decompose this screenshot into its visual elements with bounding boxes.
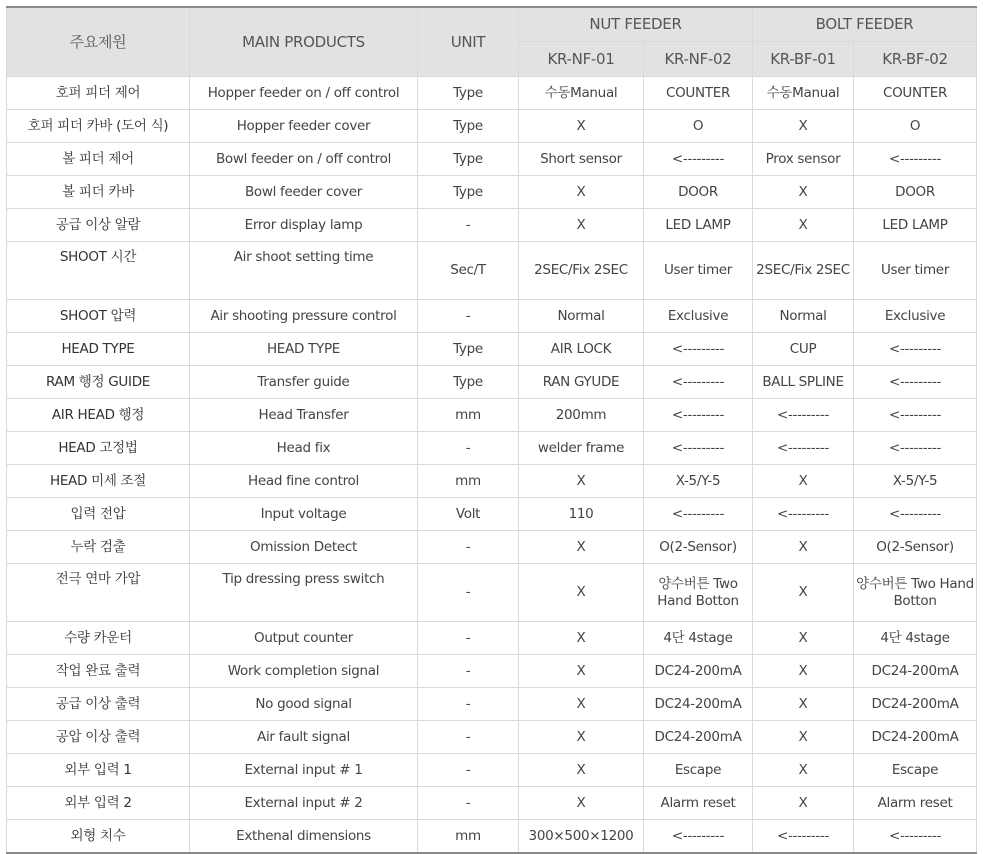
cell-unit: mm (418, 399, 519, 432)
cell-product: Omission Detect (190, 531, 418, 564)
cell-product: Input voltage (190, 498, 418, 531)
cell-unit: Type (418, 333, 519, 366)
cell-spec: 공압 이상 출력 (7, 721, 190, 754)
cell-value: <--------- (644, 498, 753, 531)
cell-value: LED LAMP (644, 209, 753, 242)
cell-spec: 작업 완료 출력 (7, 655, 190, 688)
cell-spec: HEAD TYPE (7, 333, 190, 366)
cell-value: O (854, 110, 977, 143)
cell-spec: 외부 입력 1 (7, 754, 190, 787)
cell-value: <--------- (854, 498, 977, 531)
cell-spec: 수량 카운터 (7, 622, 190, 655)
cell-value: LED LAMP (854, 209, 977, 242)
cell-value: X (753, 110, 854, 143)
cell-value: <--------- (644, 333, 753, 366)
cell-value: DC24-200mA (854, 721, 977, 754)
header-model: KR-NF-02 (644, 42, 753, 77)
cell-value: X (519, 754, 644, 787)
cell-unit: - (418, 754, 519, 787)
table-row (7, 721, 977, 754)
cell-unit: Type (418, 110, 519, 143)
table-row (7, 498, 977, 531)
cell-value: X (519, 622, 644, 655)
cell-unit: - (418, 622, 519, 655)
table-row (7, 209, 977, 242)
cell-unit: mm (418, 465, 519, 498)
cell-value: <--------- (854, 333, 977, 366)
cell-value: 양수버튼 Two Hand Botton (854, 564, 977, 622)
table-row (7, 754, 977, 787)
cell-value: DC24-200mA (644, 721, 753, 754)
cell-value: <--------- (753, 432, 854, 465)
cell-value: <--------- (644, 399, 753, 432)
cell-value: User timer (854, 242, 977, 300)
cell-value: X (753, 209, 854, 242)
table-row (7, 176, 977, 209)
cell-unit: Type (418, 366, 519, 399)
cell-unit: - (418, 721, 519, 754)
cell-value: <--------- (644, 366, 753, 399)
cell-value: welder frame (519, 432, 644, 465)
spec-table (6, 6, 977, 854)
table-row (7, 143, 977, 176)
table-row (7, 333, 977, 366)
cell-spec: 입력 전압 (7, 498, 190, 531)
cell-product: Hopper feeder on / off control (190, 77, 418, 110)
cell-value: X (519, 655, 644, 688)
cell-value: Escape (854, 754, 977, 787)
cell-value: 수동Manual (519, 77, 644, 110)
cell-value: Escape (644, 754, 753, 787)
cell-value: X (519, 209, 644, 242)
table-row (7, 366, 977, 399)
cell-value: 300×500×1200 (519, 820, 644, 854)
cell-value: <--------- (854, 399, 977, 432)
cell-value: DC24-200mA (854, 655, 977, 688)
cell-value: <--------- (753, 498, 854, 531)
table-row (7, 432, 977, 465)
table-row (7, 465, 977, 498)
cell-value: X (519, 110, 644, 143)
cell-value: X (753, 176, 854, 209)
cell-product: Air fault signal (190, 721, 418, 754)
cell-value: X (753, 655, 854, 688)
cell-value: X-5/Y-5 (854, 465, 977, 498)
cell-value: 수동Manual (753, 77, 854, 110)
cell-value: <--------- (854, 366, 977, 399)
cell-value: O (644, 110, 753, 143)
cell-product: No good signal (190, 688, 418, 721)
cell-spec: 볼 피더 카바 (7, 176, 190, 209)
cell-value: Alarm reset (644, 787, 753, 820)
cell-value: Alarm reset (854, 787, 977, 820)
cell-value: 양수버튼 Two Hand Botton (644, 564, 753, 622)
cell-value: X (519, 531, 644, 564)
cell-value: X (519, 787, 644, 820)
cell-value: X (753, 564, 854, 622)
cell-value: CUP (753, 333, 854, 366)
cell-unit: - (418, 655, 519, 688)
table-row (7, 300, 977, 333)
table-row (7, 242, 977, 300)
cell-value: 110 (519, 498, 644, 531)
cell-product: Head fix (190, 432, 418, 465)
table-row (7, 622, 977, 655)
header-row-groups (7, 7, 977, 42)
cell-value: X (519, 564, 644, 622)
cell-product: Head Transfer (190, 399, 418, 432)
cell-value: User timer (644, 242, 753, 300)
cell-spec: 공급 이상 알람 (7, 209, 190, 242)
cell-spec: 호퍼 피더 카바 (도어 식) (7, 110, 190, 143)
cell-spec: 볼 피더 제어 (7, 143, 190, 176)
cell-value: X (753, 622, 854, 655)
table-row (7, 787, 977, 820)
cell-spec: 누락 검출 (7, 531, 190, 564)
cell-spec: 외형 치수 (7, 820, 190, 854)
cell-spec: 외부 입력 2 (7, 787, 190, 820)
cell-value: BALL SPLINE (753, 366, 854, 399)
cell-spec: 공급 이상 출력 (7, 688, 190, 721)
header-unit: UNIT (418, 7, 519, 77)
cell-value: 200mm (519, 399, 644, 432)
cell-value: DOOR (644, 176, 753, 209)
cell-value: COUNTER (644, 77, 753, 110)
cell-value: 2SEC/Fix 2SEC (519, 242, 644, 300)
header-spec: 주요제원 (7, 7, 190, 77)
cell-value: X (753, 754, 854, 787)
cell-value: <--------- (644, 143, 753, 176)
cell-product: Air shooting pressure control (190, 300, 418, 333)
table-header (7, 7, 977, 77)
cell-value: O(2-Sensor) (854, 531, 977, 564)
cell-spec: RAM 행정 GUIDE (7, 366, 190, 399)
cell-spec: AIR HEAD 행정 (7, 399, 190, 432)
cell-unit: Type (418, 176, 519, 209)
cell-product: Transfer guide (190, 366, 418, 399)
cell-value: X (753, 721, 854, 754)
cell-value: Short sensor (519, 143, 644, 176)
cell-product: HEAD TYPE (190, 333, 418, 366)
cell-value: Normal (519, 300, 644, 333)
cell-value: X (753, 787, 854, 820)
cell-product: Bowl feeder on / off control (190, 143, 418, 176)
cell-product: Head fine control (190, 465, 418, 498)
cell-unit: - (418, 564, 519, 622)
header-model: KR-BF-02 (854, 42, 977, 77)
cell-product: Error display lamp (190, 209, 418, 242)
table-row (7, 110, 977, 143)
cell-value: 2SEC/Fix 2SEC (753, 242, 854, 300)
cell-unit: - (418, 300, 519, 333)
cell-product: Bowl feeder cover (190, 176, 418, 209)
cell-value: X (519, 465, 644, 498)
header-model: KR-NF-01 (519, 42, 644, 77)
cell-unit: - (418, 531, 519, 564)
cell-value: DOOR (854, 176, 977, 209)
cell-spec: HEAD 고정법 (7, 432, 190, 465)
cell-value: 4단 4stage (644, 622, 753, 655)
cell-unit: Type (418, 143, 519, 176)
cell-product: Air shoot setting time (190, 242, 418, 300)
cell-value: RAN GYUDE (519, 366, 644, 399)
cell-value: <--------- (644, 820, 753, 854)
table-body (7, 77, 977, 854)
cell-value: <--------- (753, 399, 854, 432)
header-nut-feeder: NUT FEEDER (519, 7, 753, 42)
cell-value: <--------- (854, 820, 977, 854)
cell-product: Output counter (190, 622, 418, 655)
cell-product: Tip dressing press switch (190, 564, 418, 622)
cell-value: <--------- (753, 820, 854, 854)
cell-spec: 호퍼 피더 제어 (7, 77, 190, 110)
table-row (7, 655, 977, 688)
header-main-products: MAIN PRODUCTS (190, 7, 418, 77)
cell-product: External input # 1 (190, 754, 418, 787)
cell-value: O(2-Sensor) (644, 531, 753, 564)
cell-value: <--------- (854, 432, 977, 465)
cell-product: Exthenal dimensions (190, 820, 418, 854)
cell-unit: - (418, 432, 519, 465)
cell-value: Normal (753, 300, 854, 333)
cell-value: 4단 4stage (854, 622, 977, 655)
cell-value: X (519, 176, 644, 209)
table-row (7, 531, 977, 564)
table-row (7, 688, 977, 721)
cell-unit: - (418, 787, 519, 820)
cell-product: External input # 2 (190, 787, 418, 820)
cell-product: Hopper feeder cover (190, 110, 418, 143)
cell-value: X (753, 531, 854, 564)
cell-value: <--------- (644, 432, 753, 465)
cell-value: DC24-200mA (644, 655, 753, 688)
cell-value: Exclusive (854, 300, 977, 333)
cell-spec: HEAD 미세 조절 (7, 465, 190, 498)
cell-value: Prox sensor (753, 143, 854, 176)
cell-value: X (753, 688, 854, 721)
cell-value: X (519, 688, 644, 721)
cell-unit: - (418, 688, 519, 721)
table-row (7, 77, 977, 110)
table-row (7, 399, 977, 432)
cell-value: X (519, 721, 644, 754)
cell-value: DC24-200mA (854, 688, 977, 721)
cell-product: Work completion signal (190, 655, 418, 688)
cell-unit: - (418, 209, 519, 242)
cell-value: DC24-200mA (644, 688, 753, 721)
table-row (7, 564, 977, 622)
cell-value: AIR LOCK (519, 333, 644, 366)
cell-value: <--------- (854, 143, 977, 176)
cell-unit: Sec/T (418, 242, 519, 300)
cell-unit: Volt (418, 498, 519, 531)
cell-spec: 전극 연마 가압 (7, 564, 190, 622)
header-model: KR-BF-01 (753, 42, 854, 77)
cell-spec: SHOOT 압력 (7, 300, 190, 333)
cell-spec: SHOOT 시간 (7, 242, 190, 300)
cell-value: COUNTER (854, 77, 977, 110)
cell-value: X (753, 465, 854, 498)
cell-unit: mm (418, 820, 519, 854)
cell-value: X-5/Y-5 (644, 465, 753, 498)
header-bolt-feeder: BOLT FEEDER (753, 7, 977, 42)
table-row (7, 820, 977, 854)
cell-value: Exclusive (644, 300, 753, 333)
cell-unit: Type (418, 77, 519, 110)
